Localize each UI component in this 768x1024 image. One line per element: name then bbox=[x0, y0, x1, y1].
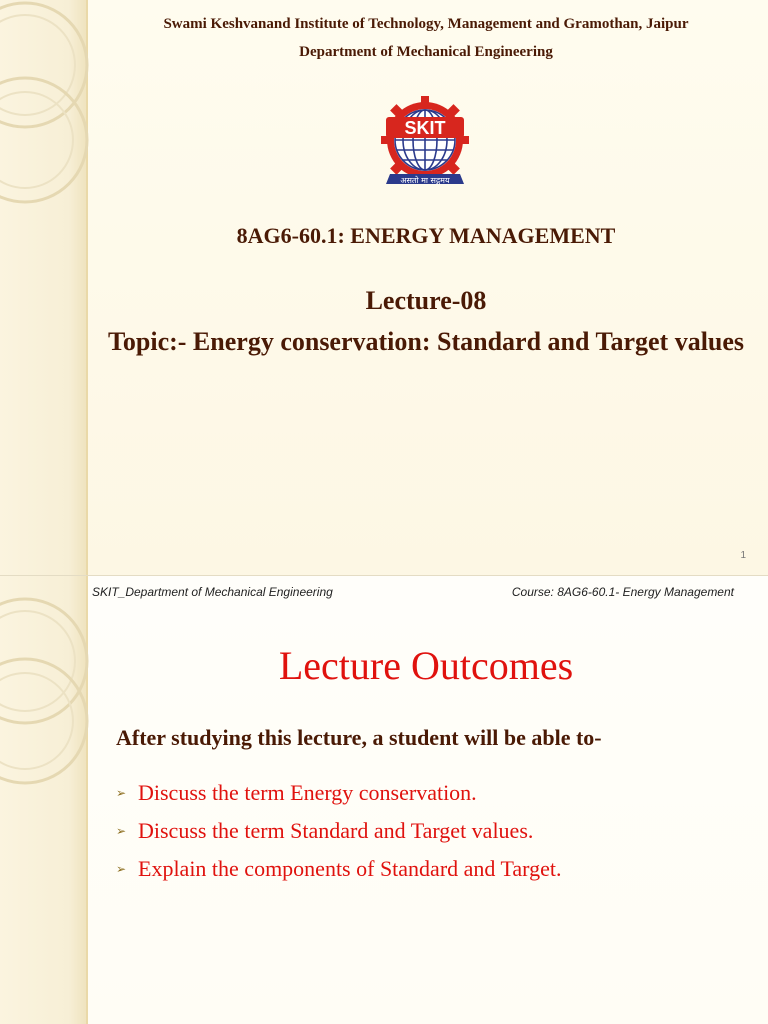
lecture-number: Lecture-08 bbox=[365, 286, 487, 315]
slide-title: Lecture Outcomes bbox=[278, 643, 574, 688]
outcome-list bbox=[116, 774, 562, 888]
outcomes-slide bbox=[0, 575, 768, 1024]
outcome-text: Discuss the term Energy conservation. bbox=[138, 780, 477, 805]
header-department: SKIT_Department of Mechanical Engineering bbox=[92, 585, 333, 599]
outcome-text: Explain the components of Standard and Target. bbox=[138, 856, 562, 881]
page-number: 1 bbox=[740, 550, 746, 561]
gear-globe-logo-icon bbox=[372, 92, 478, 196]
intro-text: After studying this lecture, a student will be able to- bbox=[116, 725, 602, 750]
department-name: Department of Mechanical Engineering bbox=[299, 44, 553, 60]
arrow-right-icon: ➢ bbox=[116, 862, 127, 876]
logo-motto: असतो मा सद्गमय bbox=[400, 176, 450, 185]
outcome-text: Discuss the term Standard and Target values. bbox=[138, 818, 534, 843]
list-item bbox=[116, 774, 562, 812]
course-code-heading: 8AG6-60.1: ENERGY MANAGEMENT bbox=[236, 223, 616, 248]
list-item bbox=[116, 812, 562, 850]
arrow-right-icon: ➢ bbox=[116, 824, 127, 838]
ring-decoration-icon bbox=[0, 55, 110, 225]
arrow-right-icon: ➢ bbox=[116, 786, 127, 800]
logo-text: SKIT bbox=[404, 118, 446, 138]
lecture-topic: Topic:- Energy conservation: Standard and Target values bbox=[107, 327, 745, 356]
institute-name: Swami Keshvanand Institute of Technology, Management and Gramothan, Jaipur bbox=[163, 16, 689, 32]
header-course: Course: 8AG6-60.1- Energy Management bbox=[511, 585, 734, 599]
list-item bbox=[116, 850, 562, 888]
